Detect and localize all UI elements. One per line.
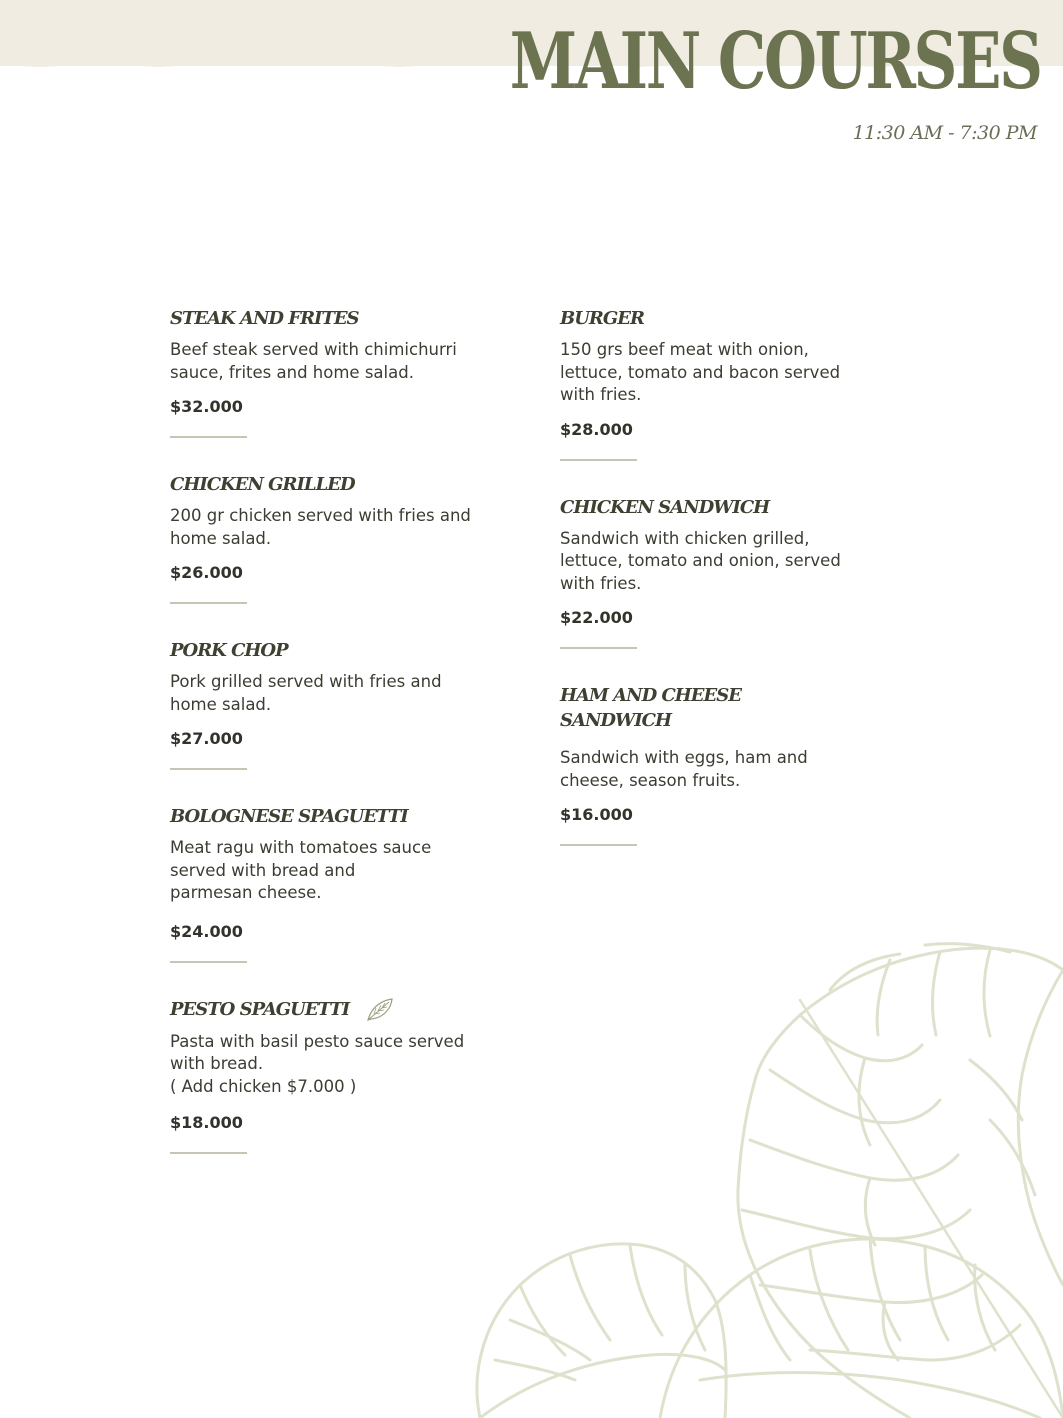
menu-item-description: Pasta with basil pesto sauce served with bread. ( Add chicken $7.000 ): [170, 1031, 465, 1096]
menu-item-price: $24.000: [170, 921, 243, 941]
menu-item-name: HAM AND CHEESE SANDWICH: [560, 685, 741, 731]
menu-item-price: $22.000: [560, 608, 633, 627]
menu-item-price: $18.000: [170, 1113, 243, 1132]
menu-item-price: $28.000: [560, 419, 633, 439]
menu-item-name: PESTO SPAGUETTI: [170, 997, 510, 1023]
menu-column-right: [560, 306, 880, 880]
menu-item-name: CHICKEN SANDWICH: [560, 496, 770, 518]
menu-item-description: Pork grilled served with fries and home salad.: [170, 672, 442, 714]
menu-item-description: Beef steak served with chimichurri sauce, frites and home salad.: [170, 340, 457, 382]
menu-item: [170, 306, 510, 438]
menu-item-price: $32.000: [170, 397, 243, 416]
menu-item: [560, 495, 880, 650]
item-divider: [170, 436, 247, 438]
item-divider: [170, 768, 247, 770]
monstera-leaves-icon: [470, 940, 1063, 1418]
menu-item-description: Sandwich with chicken grilled, lettuce, tomato and onion, served with fries.: [560, 528, 841, 593]
item-divider: [560, 459, 637, 461]
menu-item: [170, 997, 510, 1155]
menu-item-description: Sandwich with eggs, ham and cheese, season fruits.: [560, 748, 808, 790]
menu-item-name: PORK CHOP: [170, 640, 288, 661]
menu-item-description: Meat ragu with tomatoes sauce served with bread and parmesan cheese.: [170, 838, 432, 902]
item-divider: [170, 961, 247, 963]
menu-item-name: BOLOGNESE SPAGUETTI: [170, 806, 408, 827]
menu-item-description: 200 gr chicken served with fries and home salad.: [170, 506, 471, 548]
menu-item-price: $27.000: [170, 729, 243, 748]
menu-item: [560, 683, 880, 846]
menu-item: [170, 804, 510, 963]
menu-column-left: [170, 306, 510, 1188]
service-hours: 11:30 AM - 7:30 PM: [852, 122, 1037, 144]
menu-item-price: $26.000: [170, 563, 243, 582]
item-divider: [560, 647, 637, 649]
item-divider: [170, 602, 247, 604]
menu-item-name: BURGER: [560, 308, 644, 329]
leaf-icon: [365, 997, 395, 1023]
menu-item: [560, 306, 880, 461]
menu-item: [170, 472, 510, 604]
item-divider: [560, 844, 637, 846]
menu-item-name: STEAK AND FRITES: [170, 308, 359, 329]
menu-item-description: 150 grs beef meat with onion, lettuce, tomato and bacon served with fries.: [560, 340, 841, 404]
page-title: MAIN COURSES: [509, 16, 1041, 107]
menu-item-price: $16.000: [560, 805, 633, 824]
menu-item: [170, 638, 510, 770]
item-divider: [170, 1152, 247, 1154]
menu-item-name: CHICKEN GRILLED: [170, 474, 355, 495]
